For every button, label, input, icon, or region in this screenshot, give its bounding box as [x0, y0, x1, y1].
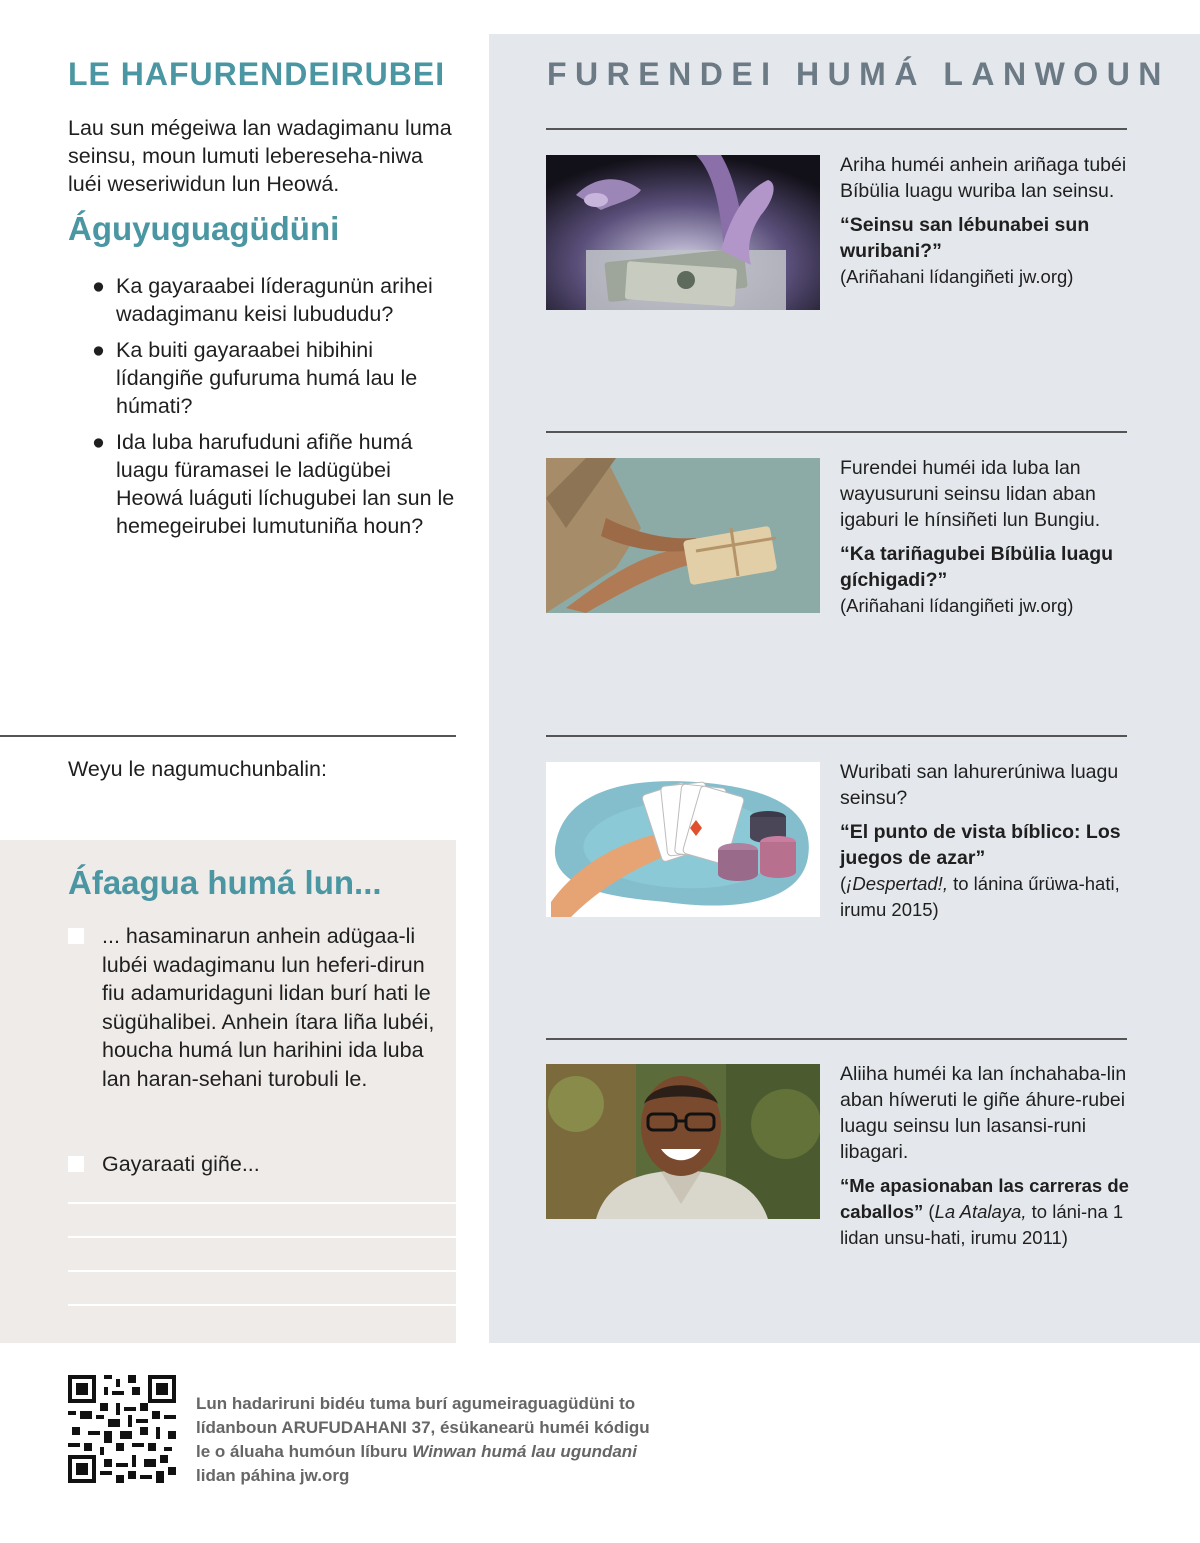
- resource-source: (Ariñahani lídangiñeti jw.org): [840, 266, 1074, 287]
- resource-description: Wuribati san lahurerúniwa luagu seinsu?: [840, 761, 1119, 809]
- activity-heading: Áfaagua humá lun...: [68, 864, 382, 901]
- note-label: Weyu le nagumuchunbalin:: [68, 757, 327, 781]
- resource-link[interactable]: “El punto de vista bíblico: Los juegos de azar”: [840, 821, 1121, 869]
- intro-text: Lau sun mégeiwa lan wadagimanu luma seinsu, moun lumuti lebereseha-niwa luéi weseriwidun lun Heowá.: [68, 116, 452, 196]
- resource-description: Aliiha huméi ka lan ínchahaba-lin aban híweruti le giñe áhure-rubei luagu seinsu lun lasansi-runi libagari.: [840, 1063, 1127, 1163]
- activity-item: ... hasaminarun anhein adügaa-li lubéi wadagimanu lun heferi-dirun fiu adamuridaguni lidan burí hati le sügühalibei. Anhein ítara liña lubéi, houcha humá lun harihini ida luba lan haran-sehani turobuli le.: [68, 922, 438, 1093]
- resource-link[interactable]: “Seinsu san lébunabei sun wuribani?”: [840, 214, 1090, 262]
- divider: [546, 1038, 1127, 1040]
- writing-line: [68, 1304, 456, 1306]
- resource-source: (¡Despertad!, to lánina űrüwa-hati, irumu 2015): [840, 873, 1120, 920]
- writing-line: [68, 1202, 456, 1204]
- cards-chips-image: [546, 762, 820, 917]
- page-title: LE HAFURENDEIRUBEI: [68, 56, 446, 92]
- resource-link[interactable]: “Ka tariñagubei Bíbülia luagu gíchigadi?”: [840, 543, 1114, 591]
- resource-source: “Me apasionaban las carreras de caballos” (La Atalaya, to láni-na 1 lidan unsu-hati, irumu 2011): [840, 1175, 1129, 1248]
- gift-hands-image: [546, 458, 820, 613]
- resource-description: Furendei huméi ida luba lan wayusuruni seinsu lidan aban igaburi le hínsiñeti lun Bungiu.: [840, 457, 1101, 531]
- resource-description: Ariha huméi anhein ariñaga tubéi Bíbülia luagu wuriba lan seinsu.: [840, 154, 1127, 202]
- resources-title: FURENDEI HUMÁ LANWOUN: [547, 56, 1170, 92]
- divider: [546, 128, 1127, 130]
- divider: [546, 735, 1127, 737]
- footer-instructions: Lun hadariruni bidéu tuma burí agumeiraguagüdüni to lídanboun ARUFUDAHANI 37, ésükanearü huméi kódigu le o áluaha humóun líburu Winwan humá lau ugundani lidan páhina jw.org: [196, 1394, 650, 1485]
- money-hands-image: [546, 155, 820, 310]
- question-item: ● Ka buiti gayaraabei hibihini lídangiñe gufuruma humá lau le húmati?: [92, 338, 418, 418]
- qr-code-icon[interactable]: [68, 1375, 176, 1483]
- checkbox[interactable]: [68, 1156, 84, 1172]
- resource-entry: [840, 455, 1140, 619]
- divider: [0, 735, 456, 737]
- writing-line: [68, 1236, 456, 1238]
- bullet-icon: ●: [92, 430, 105, 454]
- questions-heading: Águyuguagüdüni: [68, 210, 340, 247]
- resource-entry: [840, 152, 1140, 290]
- question-item: ● Ida luba harufuduni afiñe humá luagu füramasei le ladügübei Heowá luáguti líchugubei lan sun le hemegeirubei lumutuniña houn?: [92, 430, 455, 538]
- bullet-icon: ●: [92, 338, 105, 362]
- divider: [546, 431, 1127, 433]
- questions-list: [92, 272, 462, 548]
- question-item: ● Ka gayaraabei líderagunün arihei wadagimanu keisi lubududu?: [92, 274, 433, 326]
- resource-entry: [840, 1061, 1140, 1251]
- activity-item: Gayaraati giñe...: [68, 1150, 438, 1179]
- bullet-icon: ●: [92, 274, 105, 298]
- smiling-man-image: [546, 1064, 820, 1219]
- resource-source: (Ariñahani lídangiñeti jw.org): [840, 595, 1074, 616]
- resource-link[interactable]: “Me apasionaban las carreras de caballos”: [840, 1175, 1129, 1222]
- writing-line: [68, 1270, 456, 1272]
- resource-entry: [840, 759, 1140, 923]
- checkbox[interactable]: [68, 928, 84, 944]
